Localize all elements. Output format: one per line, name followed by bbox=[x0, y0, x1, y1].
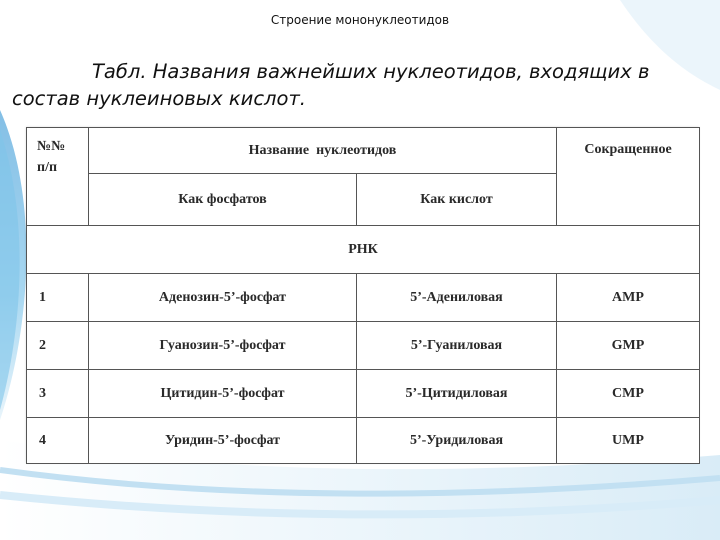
table-row bbox=[27, 370, 700, 418]
row-number: 1 bbox=[27, 274, 89, 322]
row-number: 4 bbox=[27, 418, 89, 464]
acid-name: 5’-Адениловая bbox=[357, 274, 557, 322]
phosphate-name: Аденозин-5’-фосфат bbox=[89, 274, 357, 322]
abbreviation: CMP bbox=[557, 370, 700, 418]
row-number: 2 bbox=[27, 322, 89, 370]
phosphate-name: Цитидин-5’-фосфат bbox=[89, 370, 357, 418]
abbr-column-header: Сокращенное bbox=[557, 128, 700, 226]
acid-name: 5’-Уридиловая bbox=[357, 418, 557, 464]
nucleotide-table-panel bbox=[26, 127, 699, 463]
abbreviation: GMP bbox=[557, 322, 700, 370]
section-row bbox=[27, 226, 700, 274]
table-row bbox=[27, 322, 700, 370]
caption-line-2: состав нуклеиновых кислот. bbox=[12, 87, 307, 110]
phosphate-subheader: Как фосфатов bbox=[89, 174, 357, 226]
acid-name: 5’-Гуаниловая bbox=[357, 322, 557, 370]
table-row bbox=[27, 418, 700, 464]
phosphate-name: Гуанозин-5’-фосфат bbox=[89, 322, 357, 370]
abbreviation: UMP bbox=[557, 418, 700, 464]
row-number: 3 bbox=[27, 370, 89, 418]
num-header-line2: п/п bbox=[37, 160, 58, 175]
header-row bbox=[27, 128, 700, 174]
num-column-header bbox=[27, 128, 89, 226]
phosphate-name: Уридин-5’-фосфат bbox=[89, 418, 357, 464]
nucleotide-table bbox=[26, 127, 700, 464]
table-caption bbox=[12, 58, 712, 112]
table-row bbox=[27, 274, 700, 322]
abbreviation: AMP bbox=[557, 274, 700, 322]
slide-title: Строение мононуклеотидов bbox=[270, 13, 450, 27]
section-label-rna: РНК bbox=[27, 226, 700, 274]
caption-line-1: Табл. Названия важнейших нуклеотидов, входящих в bbox=[92, 60, 650, 83]
acid-subheader: Как кислот bbox=[357, 174, 557, 226]
name-column-header: Название нуклеотидов bbox=[89, 128, 557, 174]
acid-name: 5’-Цитидиловая bbox=[357, 370, 557, 418]
num-header-line1: №№ bbox=[37, 139, 66, 154]
